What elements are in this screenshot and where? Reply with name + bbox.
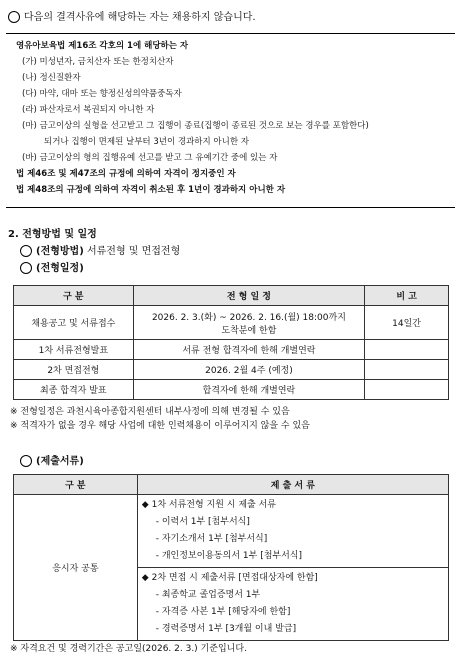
intro-text: 다음의 결격사유에 해당하는 자는 채용하지 않습니다. xyxy=(24,12,256,23)
document-item: - 자격증 사본 1부 [해당자에 한함] xyxy=(155,607,291,617)
disqualification-item: 되거나 집행이 면제된 날부터 3년이 경과하지 아니한 자 xyxy=(44,137,249,147)
table-header: 구 분 xyxy=(14,286,134,306)
method-text: 서류전형 및 면접전형 xyxy=(83,246,181,257)
circle-bullet-icon xyxy=(20,245,32,257)
disqualification-item: (다) 마약, 대마 또는 향정신성의약품중독자 xyxy=(22,89,182,99)
schedule-category: 채용공고 및 서류접수 xyxy=(14,306,134,340)
law-48-item: 법 제48조의 규정에 의하여 자격이 취소된 후 1년이 경과하지 아니한 자 xyxy=(16,185,286,195)
documents-group-2 xyxy=(137,568,448,641)
disqualification-item: (바) 금고이상의 형의 집행유예 선고를 받고 그 유예기간 중에 있는 자 xyxy=(22,153,278,163)
table-row xyxy=(14,380,449,400)
schedule-category: 1차 서류전형발표 xyxy=(14,340,134,360)
documents-category: 응시자 공통 xyxy=(14,495,138,641)
document-item: - 개인정보이용동의서 1부 [첨부서식] xyxy=(155,551,303,561)
schedule-cell xyxy=(133,306,364,340)
schedule-note-2: ※ 적격자가 없을 경우 해당 사업에 대한 인력채용이 이루어지지 않을 수 있음 xyxy=(10,421,310,431)
group1-title-line xyxy=(142,497,444,514)
law-46-item: 법 제46조 및 제47조의 규정에 의하여 자격이 정지중인 자 xyxy=(16,169,236,179)
schedule-label: (전형일정) xyxy=(36,263,84,274)
document-item: - 경력증명서 1부 [3개월 이내 발급] xyxy=(155,624,297,634)
intro-line xyxy=(8,8,256,23)
table-row xyxy=(14,306,449,340)
schedule-text: 서류 전형 합격자에 한해 개별연락 xyxy=(133,340,364,360)
table-header-row xyxy=(14,475,449,495)
table-row xyxy=(14,360,449,380)
document-item: - 최종학교 졸업증명서 1부 xyxy=(155,590,261,600)
schedule-text: 합격자에 한해 개별연락 xyxy=(133,380,364,400)
documents-line xyxy=(20,452,84,467)
documents-label: (제출서류) xyxy=(36,456,84,467)
document-item: - 자기소개서 1부 [첨부서식] xyxy=(155,534,268,544)
table-row xyxy=(14,495,449,568)
documents-table xyxy=(13,474,449,641)
schedule-text: 도착분에 한함 xyxy=(221,325,277,336)
method-line xyxy=(20,242,180,257)
disqualification-item: (나) 정신질환자 xyxy=(22,73,81,83)
document-item: - 이력서 1부 [첨부서식] xyxy=(155,517,250,527)
disqualification-list xyxy=(16,38,369,198)
schedule-note xyxy=(365,380,449,400)
table-header: 제 출 서 류 xyxy=(137,475,448,495)
schedule-category: 최종 합격자 발표 xyxy=(14,380,134,400)
schedule-line xyxy=(20,259,84,274)
diamond-bullet-icon: ◆ xyxy=(141,573,149,583)
schedule-table xyxy=(13,285,449,400)
schedule-text: 2026. 2월 4주 (예정) xyxy=(133,360,364,380)
circle-bullet-icon xyxy=(20,262,32,274)
circle-bullet-icon xyxy=(8,11,20,23)
documents-group-1 xyxy=(137,495,448,568)
group2-title-line xyxy=(142,570,444,587)
circle-bullet-icon xyxy=(20,455,32,467)
diamond-bullet-icon: ◆ xyxy=(141,500,149,510)
table-row xyxy=(14,340,449,360)
schedule-note xyxy=(365,340,449,360)
disqualification-heading: 영유아보육법 제16조 각호의 1에 해당하는 자 xyxy=(16,41,189,51)
schedule-note xyxy=(365,360,449,380)
group2-title: 2차 면접 시 제출서류 [면접대상자에 한함] xyxy=(151,573,318,583)
schedule-category: 2차 면접전형 xyxy=(14,360,134,380)
method-label: (전형방법) xyxy=(36,246,84,257)
schedule-text: 2026. 2. 3.(화) ~ 2026. 2. 16.(월) 18:00까지 xyxy=(151,312,346,323)
section2-title: 2. 전형방법 및 일정 xyxy=(8,229,97,240)
table-header-row xyxy=(14,286,449,306)
schedule-note-1: ※ 전형일정은 과천시육아종합지원센터 내부사정에 의해 변경될 수 있음 xyxy=(10,407,290,417)
disqualification-item: (가) 미성년자, 금치산자 또는 한정치산자 xyxy=(22,57,174,67)
table-header: 비 고 xyxy=(365,286,449,306)
top-divider xyxy=(6,33,455,34)
footer-note: ※ 자격요건 및 경력기간은 공고일(2026. 2. 3.) 기준입니다. xyxy=(10,644,247,654)
disqualification-item: (마) 금고이상의 실형을 선고받고 그 집행이 종료(집행이 종료된 것으로 보는 경우를 포함한다) xyxy=(22,121,369,131)
table-header: 전 형 일 정 xyxy=(133,286,364,306)
table-header: 구 분 xyxy=(14,475,138,495)
disqualification-item: (라) 파산자로서 복권되지 아니한 자 xyxy=(22,105,155,115)
group1-title: 1차 서류전형 지원 시 제출 서류 xyxy=(151,500,276,510)
schedule-note: 14일간 xyxy=(365,306,449,340)
mid-divider xyxy=(6,207,455,208)
